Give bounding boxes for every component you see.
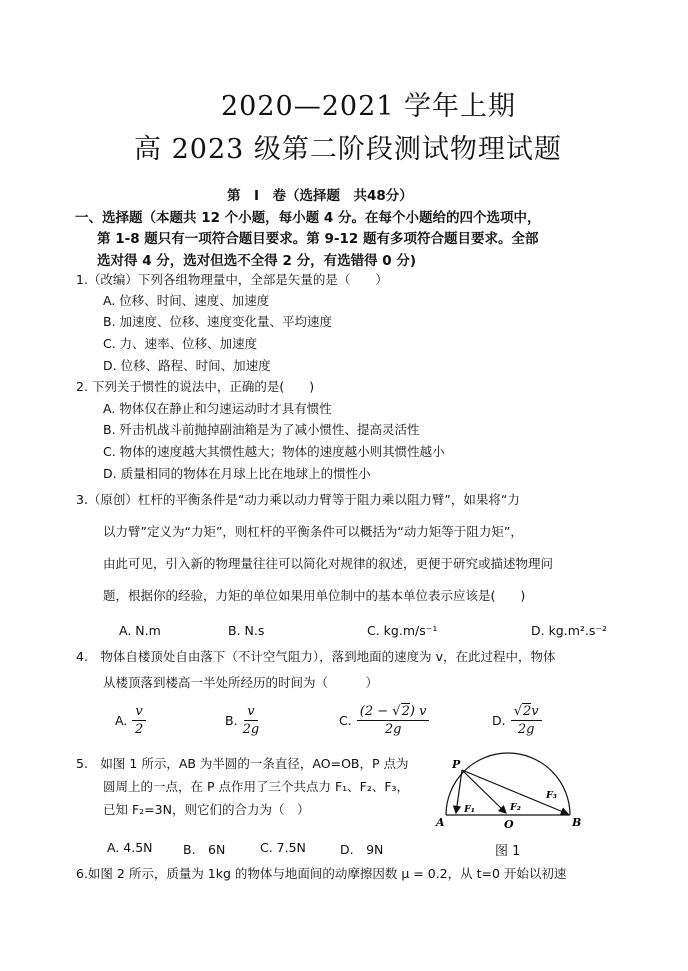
sqrt-sign: √ xyxy=(513,704,522,719)
fraction-numerator: v xyxy=(132,704,145,721)
question-1-option-d: D. 位移、路程、时间、加速度 xyxy=(103,358,271,373)
question-1-option-b: B. 加速度、位移、速度变化量、平均速度 xyxy=(103,314,333,329)
question-1-option-a: A. 位移、时间、速度、加速度 xyxy=(103,293,270,308)
fraction-denominator: 2 xyxy=(134,722,144,737)
figure-1-semicircle-forces xyxy=(434,740,584,835)
question-3-line2: 以力臂”定义为“力矩”，则杠杆的平衡条件可以概括为“动力矩等于阻力矩”， xyxy=(103,524,523,539)
option-d-label: D. xyxy=(492,713,506,728)
question-5-option-d: D. 9N xyxy=(340,842,384,857)
force-f1-label: F₁ xyxy=(464,804,475,815)
option-b-label: B. xyxy=(225,713,238,728)
section-heading-line3: 选对得 4 分，选对但选不全得 2 分，有选错得 0 分) xyxy=(97,253,417,269)
question-5-option-b: B. 6N xyxy=(183,842,226,857)
fraction-v-over-2g xyxy=(243,704,260,737)
numerator-prefix: (2 − xyxy=(359,704,393,719)
question-4-option-a xyxy=(115,704,146,737)
question-6-line1: 6.如图 2 所示，质量为 1kg 的物体与地面间的动摩擦因数 μ = 0.2，从 t=0 开始以初速 xyxy=(76,866,567,881)
question-4-line2: 从楼顶落到楼高一半处所经历的时间为（ ） xyxy=(103,675,379,690)
point-o-label: O xyxy=(504,818,514,831)
question-4-option-d xyxy=(492,704,542,737)
question-5-option-c: C. 7.5N xyxy=(260,840,306,855)
question-4-option-c xyxy=(339,704,429,737)
exam-year-title: 2020—2021 学年上期 xyxy=(221,91,517,122)
option-a-label: A. xyxy=(115,713,128,728)
radicand: 2 xyxy=(523,704,532,719)
fraction-numerator: v xyxy=(244,704,257,721)
fraction-denominator: 2g xyxy=(384,722,402,737)
fraction-denominator: 2g xyxy=(517,722,535,737)
option-c-label: C. xyxy=(339,713,352,728)
fraction-numerator xyxy=(357,704,430,721)
numerator-suffix: v xyxy=(531,704,539,719)
question-3-option-c: C. kg.m/s⁻¹ xyxy=(367,623,438,638)
section-heading-line1: 一、选择题（本题共 12 个小题，每小题 4 分。在每个小题给的四个选项中， xyxy=(75,210,541,226)
radicand: 2 xyxy=(401,704,410,719)
figure-1-caption: 图 1 xyxy=(495,844,521,859)
part-title: 第 Ⅰ 卷（选择题 共48分） xyxy=(227,188,413,204)
question-3-option-d: D. kg.m².s⁻² xyxy=(531,623,608,638)
fraction-2-minus-root2-v-over-2g xyxy=(357,704,430,737)
fraction-denominator: 2g xyxy=(242,722,260,737)
question-3-option-a: A. N.m xyxy=(119,623,161,638)
question-4-option-b xyxy=(225,704,259,737)
question-5-line3: 已知 F₂=3N，则它们的合力为（ ） xyxy=(103,802,310,817)
numerator-suffix: ) v xyxy=(409,704,427,719)
question-2-stem: 2. 下列关于惯性的说法中，正确的是( ) xyxy=(76,379,315,394)
force-f2-label: F₂ xyxy=(510,802,521,813)
fraction-root2-v-over-2g xyxy=(511,704,542,737)
force-f3-label: F₃ xyxy=(546,790,557,801)
question-2-option-b: B. 歼击机战斗前抛掉副油箱是为了减小惯性、提高灵活性 xyxy=(103,422,420,437)
fraction-v-over-2 xyxy=(132,704,145,737)
point-a-label: A xyxy=(436,816,445,829)
question-1-option-c: C. 力、速率、位移、加速度 xyxy=(103,336,258,351)
section-heading-line2: 第 1-8 题只有一项符合题目要求。第 9-12 题有多项符合题目要求。全部 xyxy=(97,231,539,247)
question-2-option-c: C. 物体的速度越大其惯性越大；物体的速度越小则其惯性越小 xyxy=(103,444,445,459)
question-3-line3: 由此可见，引入新的物理量往往可以简化对规律的叙述，更便于研究或描述物理问 xyxy=(103,556,554,571)
question-5-option-a: A. 4.5N xyxy=(107,840,153,855)
fraction-numerator xyxy=(511,704,542,721)
question-2-option-d: D. 质量相同的物体在月球上比在地球上的惯性小 xyxy=(103,466,371,481)
point-b-label: B xyxy=(572,816,582,829)
sqrt-sign: √ xyxy=(392,704,401,719)
exam-subject-title: 高 2023 级第二阶段测试物理试题 xyxy=(134,134,562,165)
question-1-stem: 1.（改编）下列各组物理量中，全部是矢量的是（ ） xyxy=(76,272,388,287)
question-5-line1: 5. 如图 1 所示，AB 为半圆的一条直径，AO=OB，P 点为 xyxy=(76,756,409,771)
point-p-label: P xyxy=(452,758,461,771)
question-4-line1: 4. 物体自楼顶处自由落下（不计空气阻力），落到地面的速度为 v，在此过程中，物体 xyxy=(76,649,556,664)
question-3-option-b: B. N.s xyxy=(228,623,265,638)
question-2-option-a: A. 物体仅在静止和匀速运动时才具有惯性 xyxy=(103,401,332,416)
question-5-line2: 圆周上的一点，在 P 点作用了三个共点力 F₁、F₂、F₃， xyxy=(103,779,410,794)
question-3-line1: 3.（原创）杠杆的平衡条件是“动力乘以动力臂等于阻力乘以阻力臂”，如果将“力 xyxy=(76,492,520,507)
question-3-line4: 题，根据你的经验，力矩的单位如果用单位制中的基本单位表示应该是( ) xyxy=(103,588,526,603)
